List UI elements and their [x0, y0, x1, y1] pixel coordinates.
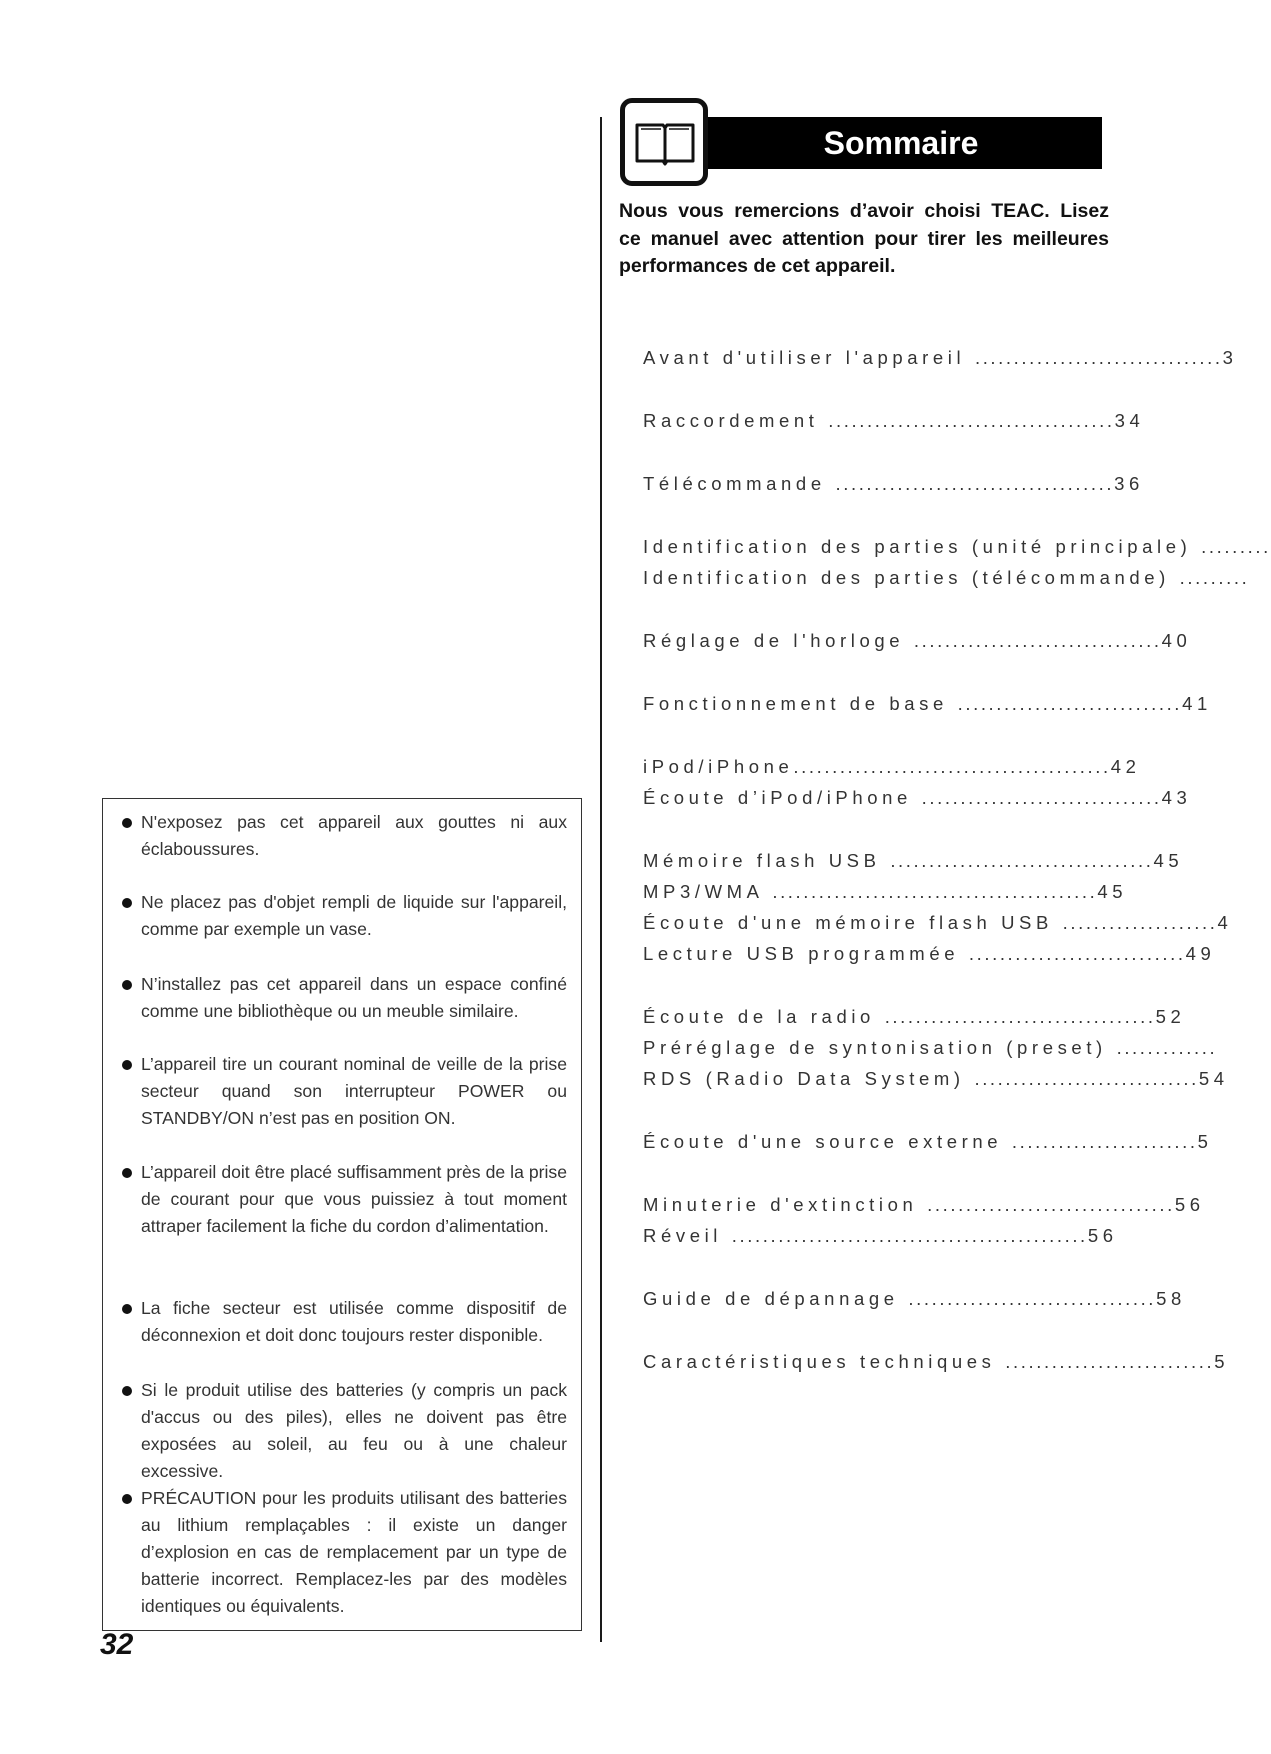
toc-entry[interactable] — [643, 692, 1212, 716]
intro-line: ce manuel avec attention pour tirer les meilleures — [619, 227, 1109, 250]
toc-leader: ............................. — [957, 693, 1183, 714]
toc-entry[interactable] — [643, 1224, 1118, 1248]
toc-page: 43 — [1161, 787, 1192, 808]
toc-leader: ............................ — [968, 943, 1186, 964]
toc-leader: ................................ — [927, 1194, 1175, 1215]
toc-page: 49 — [1185, 943, 1216, 964]
toc-leader: ........................ — [1011, 1131, 1198, 1152]
toc-leader: ................................... — [884, 1006, 1156, 1027]
toc-page: 4 — [1217, 912, 1233, 933]
notice-item — [119, 889, 567, 943]
toc-entry[interactable] — [643, 1287, 1186, 1311]
toc-entry[interactable] — [643, 786, 1191, 810]
toc-entry[interactable] — [643, 1067, 1229, 1091]
toc-label: Réveil — [643, 1225, 723, 1246]
toc-entry[interactable] — [643, 755, 1141, 779]
bullet-icon — [122, 1168, 132, 1178]
notice-item — [119, 809, 567, 863]
toc-page: 42 — [1110, 756, 1141, 777]
toc-label: Télécommande — [643, 473, 826, 494]
page-title: Sommaire — [823, 124, 979, 161]
notice-item — [119, 1159, 567, 1240]
toc-leader: ................................ — [913, 630, 1162, 651]
toc-label: Écoute d’iPod/iPhone — [643, 787, 912, 808]
toc-label: RDS (Radio Data System) — [643, 1068, 965, 1089]
toc-leader: ......... — [1201, 536, 1271, 557]
toc-leader: ............................... — [921, 787, 1162, 808]
toc-leader: ............. — [1116, 1037, 1218, 1058]
notice-item — [119, 1051, 567, 1132]
table-of-contents — [643, 0, 1271, 1754]
notice-text: N’installez pas cet appareil dans un espace confiné comme une bibliothèque ou un meuble similaire. — [141, 974, 567, 1021]
toc-entry[interactable] — [643, 1193, 1205, 1217]
toc-leader: ........................... — [1005, 1351, 1215, 1372]
notice-text: La fiche secteur est utilisée comme dispositif de déconnexion et doit donc toujours rester disponible. — [141, 1298, 567, 1345]
toc-label: Préréglage de syntonisation (preset) — [643, 1037, 1107, 1058]
toc-leader: .................................. — [890, 850, 1154, 871]
toc-page: 45 — [1153, 850, 1184, 871]
toc-entry[interactable] — [643, 1005, 1185, 1029]
notice-item — [119, 1377, 567, 1485]
notice-text: PRÉCAUTION pour les produits utilisant des batteries au lithium remplaçables : il existe un danger d’explosion en cas de remplacement par un type de batterie incorrect. Remplacez-les par des modèles identiques ou équivalents. — [141, 1488, 567, 1616]
notice-text: L’appareil doit être placé suffisamment près de la prise de courant pour que vous puissiez à tout moment attraper facilement la fiche du cordon d’alimentation. — [141, 1162, 567, 1236]
toc-leader: ................................ — [974, 347, 1223, 368]
toc-page: 34 — [1114, 410, 1145, 431]
toc-leader: ................................ — [908, 1288, 1157, 1309]
toc-leader: ......................................... — [793, 756, 1111, 777]
toc-label: iPod/iPhone — [643, 756, 794, 777]
toc-entry[interactable] — [643, 535, 1271, 559]
bullet-icon — [122, 1386, 132, 1396]
toc-entry[interactable] — [643, 880, 1127, 904]
notice-text: L’appareil tire un courant nominal de veille de la prise secteur quand son interrupteur POWER ou STANDBY/ON n’est pas en position ON. — [141, 1054, 567, 1128]
toc-page: 52 — [1155, 1006, 1186, 1027]
toc-entry[interactable] — [643, 1350, 1229, 1374]
toc-entry[interactable] — [643, 942, 1215, 966]
notice-item — [119, 1485, 567, 1620]
toc-label: Réglage de l'horloge — [643, 630, 905, 651]
toc-entry[interactable] — [643, 1036, 1217, 1060]
toc-label: Écoute de la radio — [643, 1006, 875, 1027]
toc-label: Raccordement — [643, 410, 819, 431]
toc-leader: .............................................. — [731, 1225, 1088, 1246]
toc-label: Fonctionnement de base — [643, 693, 948, 714]
toc-leader: ..................................... — [828, 410, 1115, 431]
bullet-icon — [122, 1060, 132, 1070]
toc-entry[interactable] — [643, 629, 1191, 653]
toc-label: Caractéristiques techniques — [643, 1351, 996, 1372]
toc-page: 3 — [1222, 347, 1238, 368]
toc-label: Mémoire flash USB — [643, 850, 881, 871]
bullet-icon — [122, 818, 132, 828]
toc-label: Avant d'utiliser l'appareil — [643, 347, 966, 368]
toc-label: Guide de dépannage — [643, 1288, 899, 1309]
bullet-icon — [122, 898, 132, 908]
toc-page: 54 — [1198, 1068, 1229, 1089]
toc-label: Écoute d'une source externe — [643, 1131, 1003, 1152]
toc-page: 45 — [1097, 881, 1128, 902]
column-divider — [600, 117, 602, 1642]
notice-text: N'exposez pas cet appareil aux gouttes ni aux éclaboussures. — [141, 812, 567, 859]
intro-line: Nous vous remercions d’avoir choisi TEAC. Lisez — [619, 200, 1109, 222]
toc-leader: ......... — [1179, 567, 1250, 588]
toc-entry[interactable] — [643, 409, 1144, 433]
toc-label: Écoute d'une mémoire flash USB — [643, 912, 1053, 933]
toc-label: Identification des parties (télécommande) — [643, 567, 1170, 588]
toc-page: 36 — [1114, 473, 1144, 494]
toc-leader: .................................... — [835, 473, 1115, 494]
toc-leader: .................... — [1062, 912, 1218, 933]
toc-page: 5 — [1214, 1351, 1230, 1372]
bullet-icon — [122, 1494, 132, 1504]
notice-text: Si le produit utilise des batteries (y compris un pack d'accus ou des piles), elles ne doivent pas être exposées au soleil, au feu ou à une chaleur excessive. — [141, 1380, 567, 1481]
toc-entry[interactable] — [643, 1130, 1213, 1154]
toc-label: MP3/WMA — [643, 881, 763, 902]
toc-leader: .......................................... — [772, 881, 1098, 902]
toc-page: 5 — [1197, 1131, 1213, 1152]
toc-entry[interactable] — [643, 346, 1238, 370]
toc-entry[interactable] — [643, 849, 1183, 873]
safety-notice-box — [102, 798, 582, 1631]
toc-page: 56 — [1174, 1194, 1205, 1215]
toc-entry[interactable] — [643, 911, 1232, 935]
toc-entry[interactable] — [643, 472, 1144, 496]
bullet-icon — [122, 980, 132, 990]
page-number: 32 — [100, 1628, 134, 1661]
toc-label: Minuterie d'extinction — [643, 1194, 918, 1215]
notice-item — [119, 971, 567, 1025]
toc-leader: ............................. — [974, 1068, 1199, 1089]
book-icon — [620, 98, 708, 186]
toc-page: 40 — [1161, 630, 1192, 651]
toc-page: 58 — [1156, 1288, 1186, 1309]
notice-item — [119, 1295, 567, 1349]
toc-page: 56 — [1087, 1225, 1118, 1246]
toc-label: Lecture USB programmée — [643, 943, 960, 964]
notice-text: Ne placez pas d'objet rempli de liquide sur l'appareil, comme par exemple un vase. — [141, 892, 567, 939]
toc-entry[interactable] — [643, 566, 1249, 590]
toc-page: 41 — [1182, 693, 1212, 714]
toc-label: Identification des parties (unité principale) — [643, 536, 1192, 557]
bullet-icon — [122, 1304, 132, 1314]
intro-line: performances de cet appareil. — [619, 255, 896, 277]
